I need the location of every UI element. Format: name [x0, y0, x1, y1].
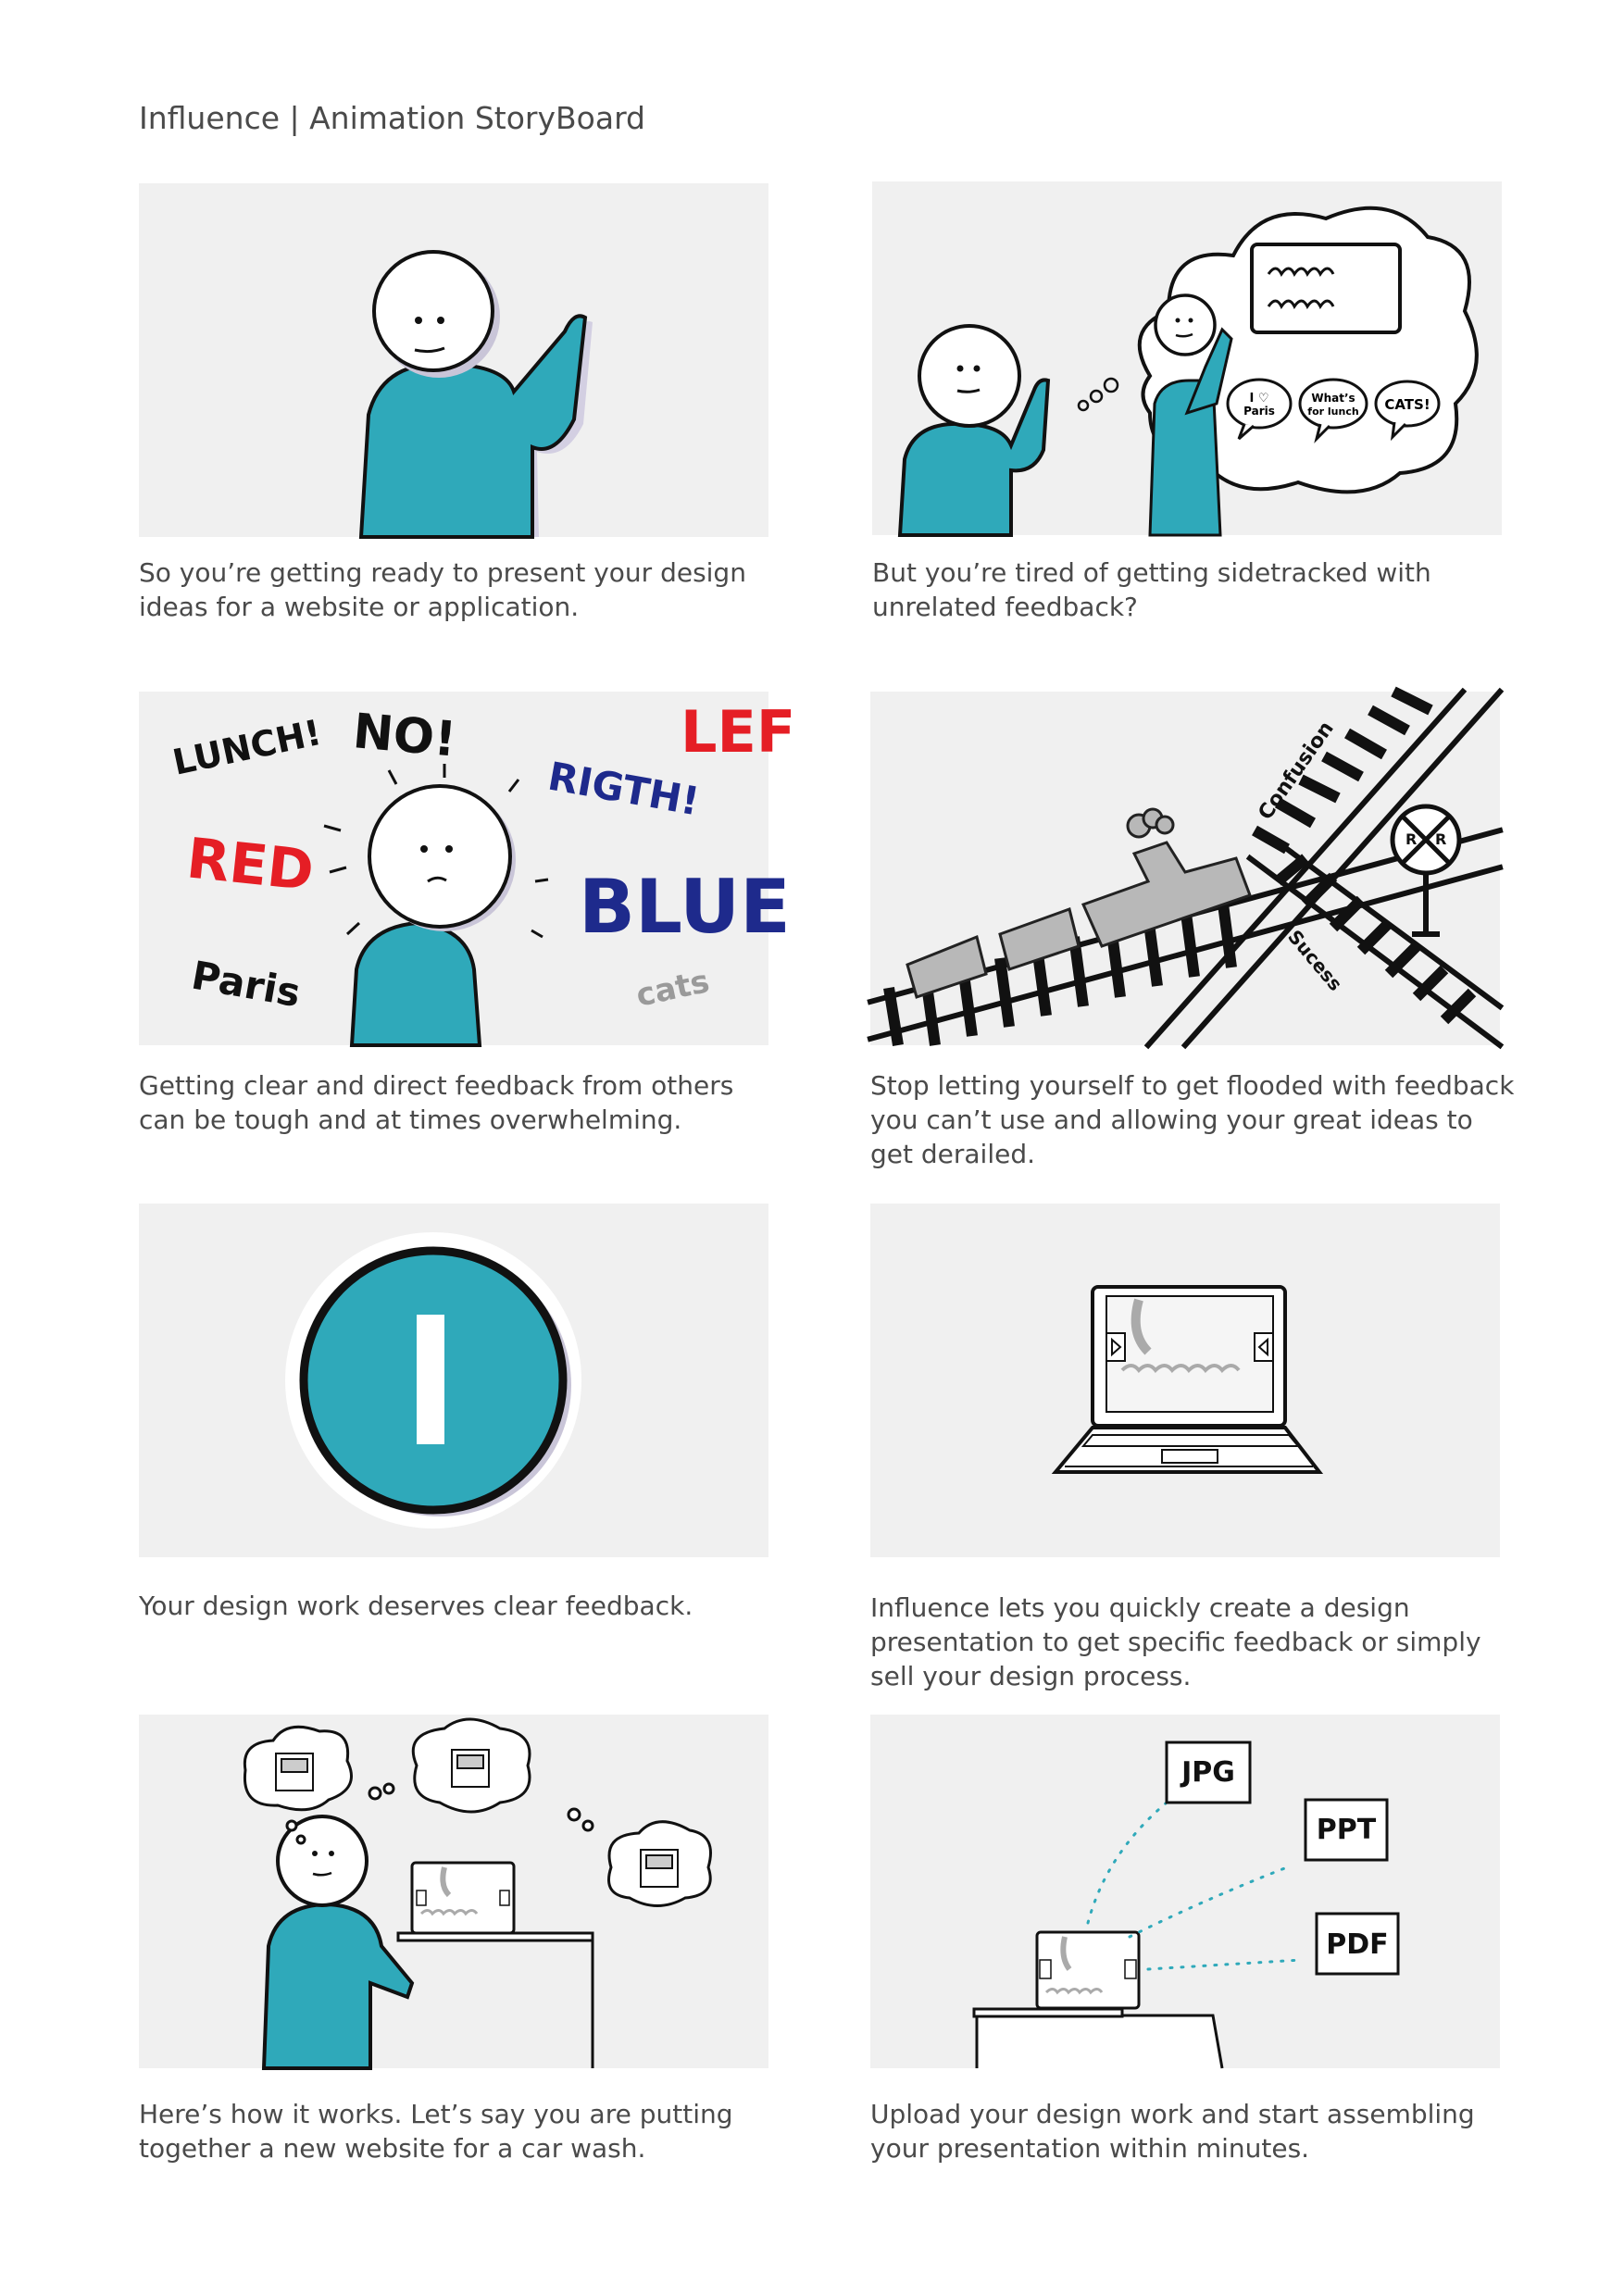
format-pdf: [1317, 1914, 1398, 1974]
derailed-train-illustration: [870, 692, 1500, 1045]
storyboard-frame-6: [870, 1204, 1500, 1557]
presenter-at-laptop-illustration: [139, 1715, 768, 2068]
frame-5-caption: Your design work deserves clear feedback.: [139, 1591, 693, 1621]
word-no: NO!: [350, 704, 459, 768]
word-red: RED: [183, 826, 317, 905]
storyboard-frame-5: [139, 1204, 768, 1557]
word-left: LEF: [681, 698, 796, 766]
overwhelmed-illustration: [139, 692, 796, 1045]
frame-1-caption: So you’re getting ready to present your design ideas for a website or application.: [139, 557, 746, 622]
sign-letter-left: R: [1405, 830, 1418, 848]
presenter-illustration: [139, 183, 768, 537]
bubble-cats-line-1: CATS!: [1384, 396, 1430, 413]
storyboard-frame-3: [139, 692, 796, 1045]
thought-bubble-illustration: [872, 181, 1502, 535]
frame-3-caption: Getting clear and direct feedback from others can be tough and at times overwhelming.: [139, 1070, 734, 1135]
format-jpg: [1167, 1742, 1250, 1803]
word-paris: Paris: [188, 952, 305, 1017]
storyboard-frame-4: [870, 692, 1500, 1045]
track-label-confusion: Confusion: [1254, 717, 1339, 825]
bubble-paris-line-2: Paris: [1243, 405, 1275, 418]
word-rigth: RIGTH!: [544, 753, 703, 825]
format-jpg-label: JPG: [1181, 1756, 1235, 1789]
bubble-lunch-line-1: What’s: [1311, 392, 1355, 405]
sign-letter-right: R: [1435, 830, 1447, 848]
storyboard-frame-1: [139, 183, 768, 537]
railroad-crossing-sign: [1393, 806, 1459, 934]
word-blue: BLUE: [579, 864, 791, 950]
storyboard-frame-2: [872, 181, 1502, 535]
upload-formats-illustration: [870, 1715, 1500, 2068]
laptop-illustration: [870, 1204, 1500, 1557]
format-ppt-label: PPT: [1316, 1814, 1377, 1846]
frame-7-caption: Here’s how it works. Let’s say you are putting together a new website for a car wash.: [139, 2099, 733, 2164]
bubble-paris-line-1: I ♡: [1249, 392, 1269, 406]
track-label-sucess: Sucess: [1283, 925, 1347, 995]
storyboard-frame-7: [139, 1715, 768, 2068]
frame-8-caption: Upload your design work and start assembling your presentation within minutes.: [870, 2099, 1475, 2164]
word-lunch: LUNCH!: [169, 711, 325, 783]
storyboard-frame-8: [870, 1715, 1500, 2068]
bubble-lunch-line-2: for lunch: [1307, 406, 1359, 418]
format-pdf-label: PDF: [1326, 1928, 1389, 1961]
page-title: Influence | Animation StoryBoard: [139, 100, 645, 136]
frame-6-caption: Influence lets you quickly create a design presentation to get specific feedback or simply sell your design process.: [870, 1592, 1481, 1691]
format-ppt: [1305, 1800, 1387, 1860]
frame-4-caption: Stop letting yourself to get flooded with feedback you can’t use and allowing your great ideas to get derailed.: [870, 1070, 1515, 1169]
frame-2-caption: But you’re tired of getting sidetracked with unrelated feedback?: [872, 557, 1431, 622]
number-one-icon: [139, 1204, 768, 1557]
word-cats: cats: [632, 963, 713, 1015]
